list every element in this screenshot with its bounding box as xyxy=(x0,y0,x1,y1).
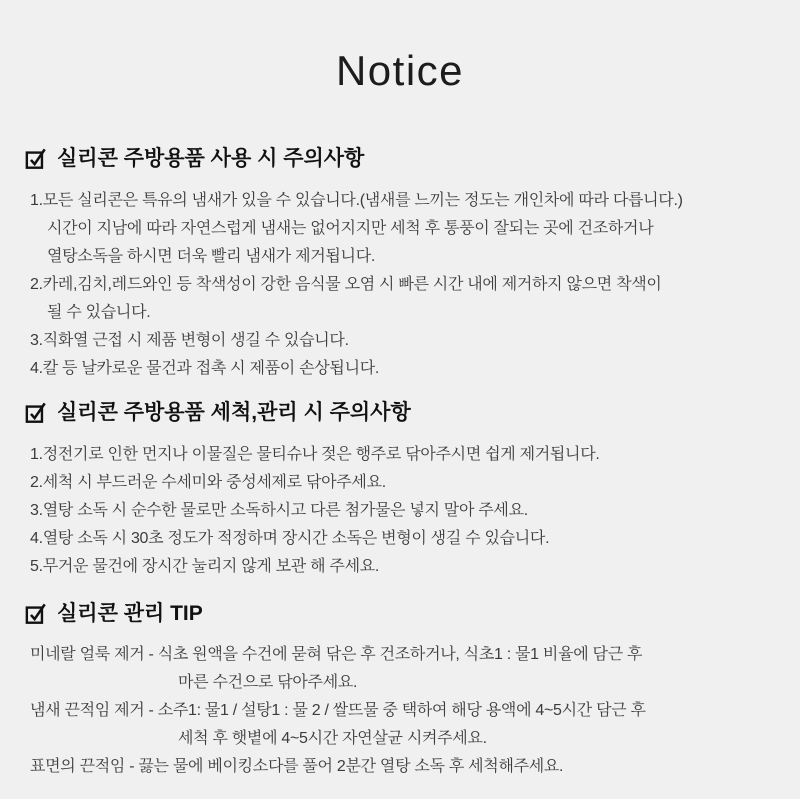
notice-line: 1.정전기로 인한 먼지나 이물질은 물티슈나 젖은 행주로 닦아주시면 쉽게 제거됩니다. xyxy=(30,446,600,464)
ballot-box-with-check-icon xyxy=(25,602,47,626)
notice-line: 4.칼 등 날카로운 물건과 접촉 시 제품이 손상됩니다. xyxy=(30,360,380,378)
page-title: Notice xyxy=(335,47,465,94)
notice-line: 표면의 끈적임 - 끓는 물에 베이킹소다를 풀어 2분간 열탕 소독 후 세척해주세요. xyxy=(30,758,564,776)
section-heading-label: 실리콘 관리 TIP xyxy=(57,602,203,626)
section-heading xyxy=(0,146,800,172)
notice-line: 3.직화열 근접 시 제품 변형이 생길 수 있습니다. xyxy=(30,332,349,350)
section-heading xyxy=(0,601,800,627)
notice-line: 마른 수건으로 닦아주세요. xyxy=(178,674,358,692)
notice-line: 3.열탕 소독 시 순수한 물로만 소독하시고 다른 첨가물은 넣지 말아 주세요. xyxy=(30,502,528,520)
section-line-list xyxy=(0,187,800,383)
section-heading-label: 실리콘 주방용품 세척,관리 시 주의사항 xyxy=(57,401,411,425)
notice-line: 열탕소독을 하시면 더욱 빨리 냄새가 제거됩니다. xyxy=(47,248,375,266)
ballot-box-with-check-icon xyxy=(25,147,47,171)
notice-line: 5.무거운 물건에 장시간 눌리지 않게 보관 해 주세요. xyxy=(30,558,380,576)
notice-line: 냄새 끈적임 제거 - 소주1: 물1 / 설탕1 : 물 2 / 쌀뜨물 중 택하여 해당 용액에 4~5시간 담근 후 xyxy=(30,702,646,720)
section-heading xyxy=(0,400,800,426)
notice-line: 시간이 지남에 따라 자연스럽게 냄새는 없어지지만 세척 후 통풍이 잘되는 곳에 건조하거나 xyxy=(47,220,654,238)
notice-sections xyxy=(0,146,800,781)
notice-line: 1.모든 실리콘은 특유의 냄새가 있을 수 있습니다.(냄새를 느끼는 정도는 개인차에 따라 다릅니다.) xyxy=(30,192,683,210)
notice-line: 세척 후 햇볕에 4~5시간 자연살균 시켜주세요. xyxy=(178,730,487,748)
ballot-box-with-check-icon xyxy=(25,401,47,425)
section-heading-label: 실리콘 주방용품 사용 시 주의사항 xyxy=(57,147,365,171)
section-line-list xyxy=(0,641,800,781)
section-line-list xyxy=(0,441,800,581)
notice-line: 2.세척 시 부드러운 수세미와 중성세제로 닦아주세요. xyxy=(30,474,386,492)
notice-line: 2.카레,김치,레드와인 등 착색성이 강한 음식물 오염 시 빠른 시간 내에 제거하지 않으면 착색이 xyxy=(30,276,662,294)
notice-line: 미네랄 얼룩 제거 - 식초 원액을 수건에 묻혀 닦은 후 건조하거나, 식초1 : 물1 비율에 담근 후 xyxy=(30,646,643,664)
notice-line: 4.열탕 소독 시 30초 정도가 적정하며 장시간 소독은 변형이 생길 수 있습니다. xyxy=(30,530,550,548)
notice-line: 될 수 있습니다. xyxy=(47,304,151,322)
